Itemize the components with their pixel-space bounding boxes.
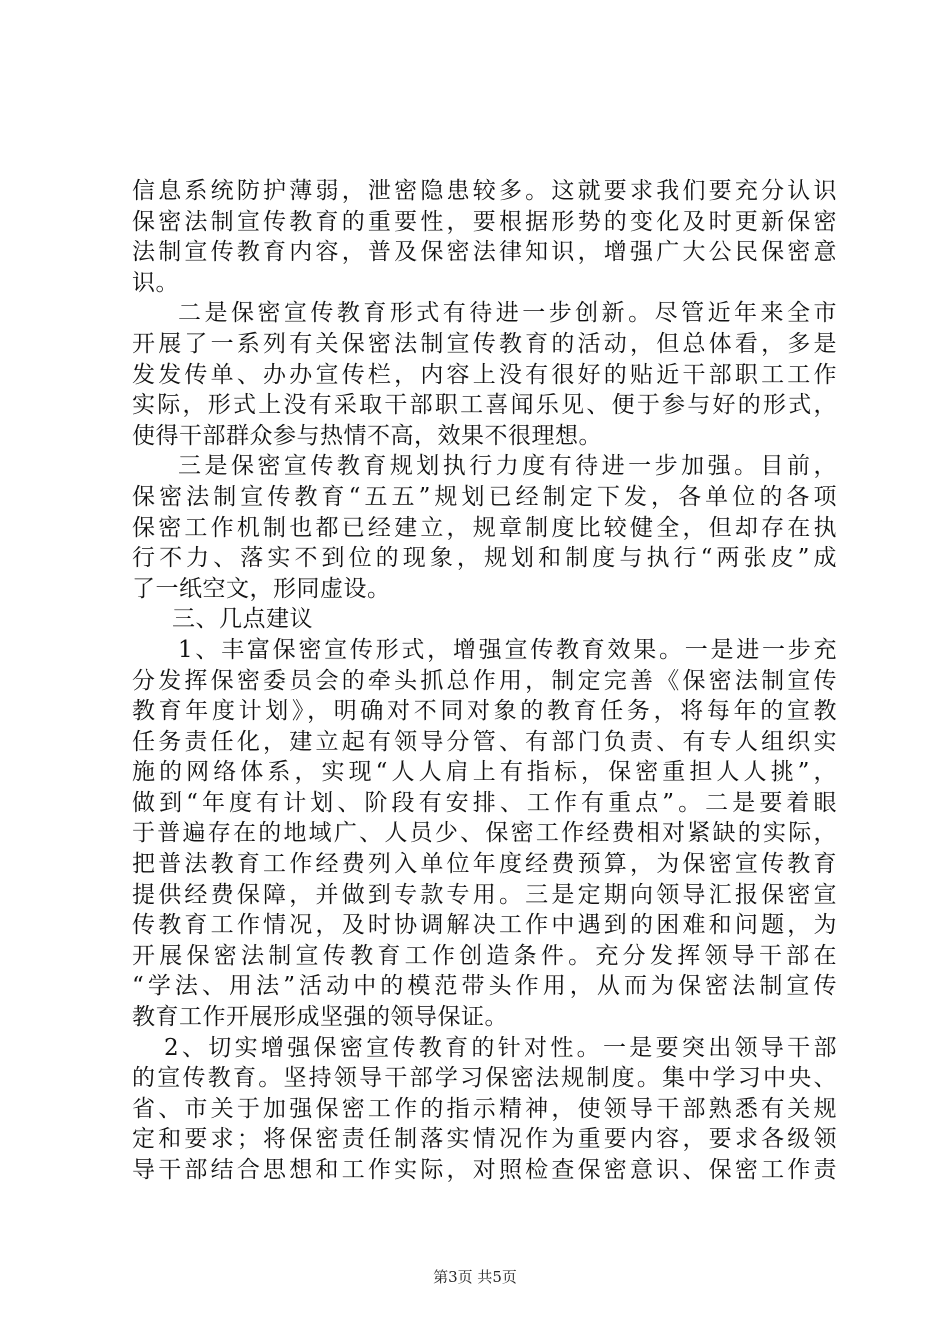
text-line: 于普遍存在的地域广、人员少、保密工作经费相对紧缺的实际， <box>132 820 837 847</box>
text-line: 行不力、落实不到位的现象，规划和制度与执行“两张皮”成 <box>132 545 837 572</box>
text-line: 任务责任化，建立起有领导分管、有部门负责、有专人组织实 <box>132 728 837 755</box>
text-line: 传教育工作情况，及时协调解决工作中遇到的困难和问题，为 <box>132 912 837 939</box>
text-line: 分发挥保密委员会的牵头抓总作用，制定完善《保密法制宣传 <box>132 667 837 694</box>
text-line: 教育年度计划》，明确对不同对象的教育任务，将每年的宣教 <box>132 698 837 725</box>
text-line: 教育工作开展形成坚强的领导保证。 <box>132 1004 508 1031</box>
text-line: 定和要求；将保密责任制落实情况作为重要内容，要求各级领 <box>132 1126 837 1153</box>
text-line: 了一纸空文，形同虚设。 <box>132 575 391 602</box>
text-line: 开展保密法制宣传教育工作创造条件。充分发挥领导干部在 <box>132 942 837 969</box>
text-line: 施的网络体系，实现“人人肩上有指标，保密重担人人挑”， <box>132 759 837 786</box>
text-line: 保密法制宣传教育“五五”规划已经制定下发，各单位的各项 <box>132 483 837 510</box>
text-line: 三是保密宣传教育规划执行力度有待进一步加强。目前， <box>178 453 837 480</box>
text-line: 的宣传教育。坚持领导干部学习保密法规制度。集中学习中央、 <box>132 1065 837 1092</box>
text-line: 导干部结合思想和工作实际，对照检查保密意识、保密工作责 <box>132 1157 837 1183</box>
text-line: 二是保密宣传教育形式有待进一步创新。尽管近年来全市 <box>178 300 837 327</box>
document-body <box>132 176 837 1186</box>
text-line: 识。 <box>132 269 179 296</box>
text-line: 做到“年度有计划、阶段有安排、工作有重点”。二是要着眼 <box>132 789 837 816</box>
text-line: 把普法教育工作经费列入单位年度经费预算，为保密宣传教育 <box>132 851 837 878</box>
text-line: 1、丰富保密宣传形式，增强宣传教育效果。一是进一步充 <box>178 636 837 663</box>
text-line: 2、切实增强保密宣传教育的针对性。一是要突出领导干部 <box>164 1034 837 1061</box>
text-line: 保密工作机制也都已经建立，规章制度比较健全，但却存在执 <box>132 514 837 541</box>
text-line: 法制宣传教育内容，普及保密法律知识，增强广大公民保密意 <box>132 239 837 266</box>
text-line: 保密法制宣传教育的重要性，要根据形势的变化及时更新保密 <box>132 208 837 235</box>
text-line: 提供经费保障，并做到专款专用。三是定期向领导汇报保密宣 <box>132 881 837 908</box>
text-line: 使得干部群众参与热情不高，效果不很理想。 <box>132 422 602 449</box>
text-line: “学法、用法”活动中的模范带头作用，从而为保密法制宣传 <box>132 973 837 1000</box>
text-line: 信息系统防护薄弱，泄密隐患较多。这就要求我们要充分认识 <box>132 178 837 204</box>
page-footer: 第3页 共5页 <box>433 1268 517 1286</box>
text-line: 发发传单、办办宣传栏，内容上没有很好的贴近干部职工工作 <box>132 361 837 388</box>
text-line: 实际，形式上没有采取干部职工喜闻乐见、便于参与好的形式， <box>132 392 837 419</box>
text-line: 三、几点建议 <box>172 606 313 633</box>
text-line: 省、市关于加强保密工作的指示精神，使领导干部熟悉有关规 <box>132 1095 837 1122</box>
text-line: 开展了一系列有关保密法制宣传教育的活动，但总体看，多是 <box>132 330 837 357</box>
